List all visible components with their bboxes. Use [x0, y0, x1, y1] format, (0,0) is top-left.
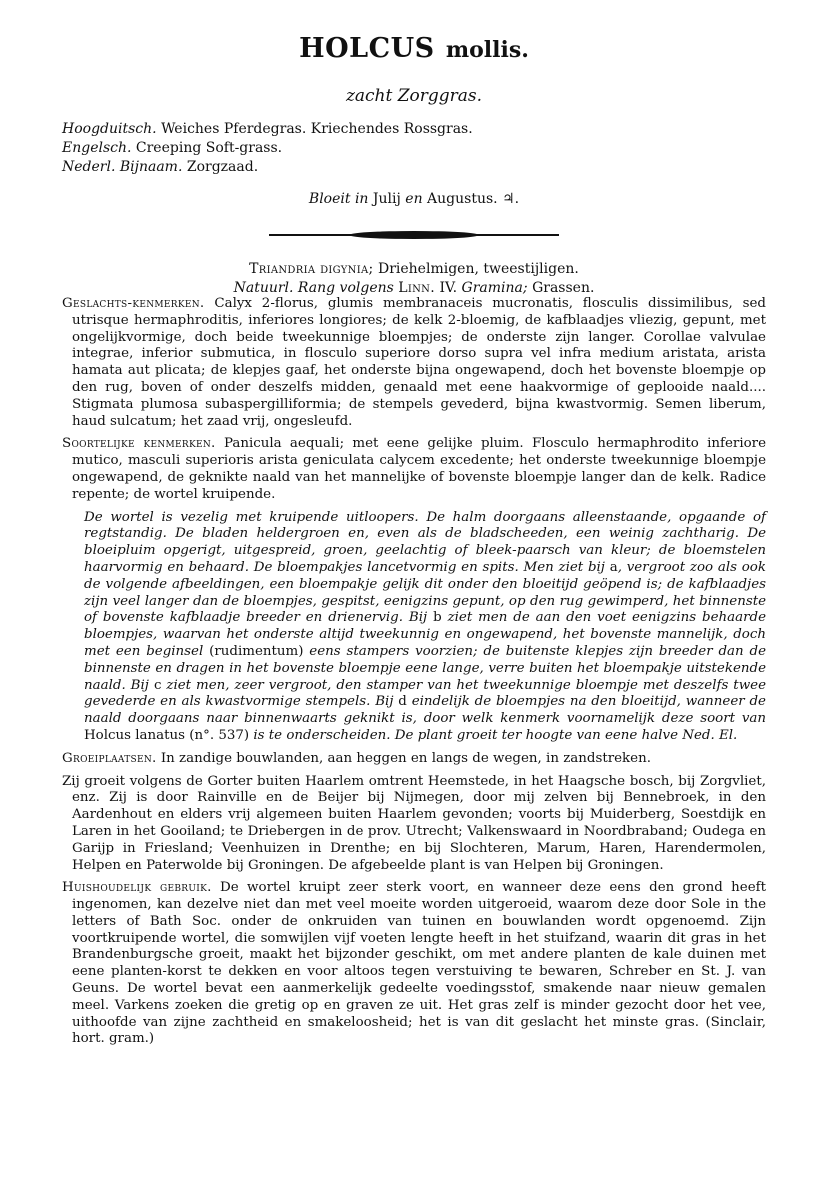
- vernacular-german: [62, 120, 766, 139]
- subtitle: zacht Zorggras.: [345, 86, 483, 106]
- species-characters: [62, 436, 766, 503]
- vernacular-dutch: [62, 158, 766, 177]
- perennial-symbol: ♃.: [502, 191, 520, 207]
- rank-linn: Linn.: [398, 280, 435, 296]
- vernacular-lang: Hoogduitsch.: [62, 121, 157, 137]
- vernacular-names: [62, 120, 766, 177]
- section-label: Huishoudelijk gebruik.: [62, 880, 212, 896]
- desc-text: , vergroot zoo als ook de volgende afbeeldingen, een bloempakje gelijk dit onder den bloeitijd geöpend is; de kafblaadjes zijn veel langer dan de bloempjes, gespitst, eenigzins gepunt, op den rug gewimperd, het binnenste of bovenste kafblaadje breeder en drienervig. Bij: [84, 559, 766, 626]
- class-dutch: Driehelmigen, tweestijligen.: [377, 261, 579, 277]
- desc-text: ziet men de aan den voet eenigzins behaarde bloempjes, waarvan het onderste altijd tweekunnig en ongewapend, het bovenste mannelijk, doch met een beginsel: [84, 610, 767, 659]
- description: [84, 510, 766, 745]
- bloom-and: en: [405, 191, 423, 207]
- vernacular-name: Creeping Soft-grass.: [135, 140, 283, 156]
- desc-text: De wortel is vezelig met kruipende uitloopers. De halm doorgaans alleenstaande, opgaande of regtstandig. De bladen heldergroen en, even als de bladscheeden, een weinig zachtharig. De bloeipluim opgerigt, uitgespreid, groen, geelachtig of bleek-paarsch van kleur; de bloemstelen haarvormig en behaard. De bloempakjes lancetvormig en spits. Men ziet bij: [84, 509, 766, 575]
- page-title: [62, 30, 766, 62]
- figure-ref-b: b: [433, 610, 442, 626]
- vernacular-lang: Nederl. Bijnaam.: [62, 159, 183, 175]
- class-latin: Triandria digynia;: [249, 261, 374, 277]
- section-label: Geslachts-kenmerken.: [62, 296, 205, 311]
- bloom-month-2: Augustus.: [427, 191, 498, 207]
- desc-text: eindelijk de bloempjes na den bloeitijd, wanneer de naald doorgaans naar binnenwaarts geknikt is, door welk kenmerk voornamelijk deze soort van: [84, 694, 766, 727]
- figure-ref-a: a: [609, 559, 618, 575]
- rank-dutch: Grassen.: [532, 280, 595, 296]
- section-text: Panicula aequali; met eene gelijke pluim. Flosculo hermaphrodito inferiore mutico, masculi superioris arista geniculata calycem excedente; het onderste tweekunnige bloempje ongewapend, de geknikte naald van het mannelijke of bovenste bloempje langer dan de kelk. Radice repente; de wortel kruipende.: [72, 436, 766, 502]
- page: [62, 30, 766, 1048]
- title-genus: HOLCUS: [299, 33, 435, 64]
- habitat: [62, 751, 766, 768]
- linnaean-class: [62, 261, 766, 277]
- bloom-period: [62, 191, 766, 207]
- desc-text: ziet men, zeer vergroot, den stamper van het tweekunnige bloempje met deszelfs twee gevederde en als kwastvormige stempels. Bij: [84, 677, 767, 710]
- rank-label: Natuurl. Rang volgens: [233, 280, 394, 296]
- rudimentum: (rudimentum): [209, 643, 304, 659]
- section-label: Soortelijke kenmerken.: [62, 436, 216, 452]
- vernacular-name: Weiches Pferdegras. Kriechendes Rossgras.: [161, 121, 473, 137]
- desc-text: is te onderscheiden. De plant groeit ter hoogte van eene halve Ned. El.: [253, 727, 738, 743]
- vernacular-english: [62, 139, 766, 158]
- localities-text: Zij groeit volgens de Gorter buiten Haarlem omtrent Heemstede, in het Haagsche bosch, bij Zorgvliet, enz. Zij is door Rainville en de Beijer bij Nijmegen, door mij zelven bij Bennebroek, in den Aardenhout en elders vrij algemeen buiten Haarlem gevonden; voorts bij Muiderberg, Soestdijk en Laren in het Gooiland; te Driebergen in de prov. Utrecht; Valkenswaard in Noordbraband; Oudega en Garijp in Friesland; Veenhuizen in Drenthe; en bij Slochteren, Marum, Haren, Harendermolen, Helpen en Paterwolde bij Groningen. De afgebeelde plant is van Helpen bij Groningen.: [62, 773, 766, 873]
- bloom-month-1: Julij: [372, 191, 401, 207]
- desc-text: eens stampers voorzien; de buitenste klepjes zijn breeder dan de binnenste en dragen in het bovenste bloempje eene lange, verre buiten het bloempakje uitstekende naald. Bij: [84, 643, 767, 693]
- figure-ref-d: d: [398, 694, 407, 710]
- section-text: Calyx 2-florus, glumis membranaceis mucronatis, flosculis dissimilibus, sed utrisque hermaphroditis, inferiores longiores; de kelk 2-bloemig, de kafblaadjes vliezig, gepunt, met ongelijkvormige, doch beide tweekunnige bloempjes; de onderste zijn langer. Corollae valvulae integrae, inferior submutica, in flosculo superiore dorso supra vel infra medium aristata, arista hamata aut plicata; de klepjes gaaf, het onderste bijna ongewapend, doch het bovenste bloempje op den rug, boven of onder deszelfs midden, genaald met eene haakvormige of geplooide naald.... Stigmata plumosa subaspergilliformia; de stempels gevederd, bijna kwastvormig. Semen liberum, haud sulcatum; het zaad vrij, ongesleufd.: [72, 296, 766, 429]
- vernacular-name: Zorgzaad.: [186, 159, 259, 175]
- title-species: mollis.: [445, 37, 529, 63]
- bloom-label: Bloeit in: [308, 191, 369, 207]
- localities: [62, 774, 766, 875]
- section-text: De wortel kruipt zeer sterk voort, en wanneer deze eens den grond heeft ingenomen, kan dezelve niet dan met veel moeite worden uitgeroeid, waarom deze door Sole in the letters of Bath Soc. onder de onkruiden van tuinen en bouwlanden wordt opgenoemd. Zijn voortkruipende wortel, die somwijlen vijf voeten lengte heeft in het stuifzand, waarin dit gras in het Brandenburgsche groeit, maakt het bijzonder geschikt, om met andere planten de kale duinen met eene planten-korst te dekken en voor altoos tegen verstuiving te bewaren, Schreber en St. J. van Geuns. De wortel bevat een aanmerkelijk gedeelte voedingsstof, smakende naar nieuw gemalen meel. Varkens zoeken die gretig op en graven ze uit. Het gras zelf is minder gezocht door het vee, uithoofde van zijne zachtheid en smakeloosheid; het is van dit geslacht het minste gras. (Sinclair, hort. gram.): [72, 880, 766, 1047]
- vernacular-lang: Engelsch.: [62, 140, 132, 156]
- economic-use: [62, 880, 766, 1048]
- rank-latin: Gramina;: [461, 280, 528, 296]
- section-label: Groeiplaatsen.: [62, 750, 157, 766]
- natural-rank: [62, 280, 766, 296]
- rank-number: IV.: [439, 280, 458, 296]
- ornamental-divider: [269, 229, 559, 241]
- genus-characters: [62, 296, 766, 430]
- section-text: In zandige bouwlanden, aan heggen en langs de wegen, in zandstreken.: [160, 750, 651, 766]
- holcus-lanatus-ref: Holcus lanatus (n°. 537): [84, 727, 250, 743]
- figure-ref-c: c: [153, 677, 162, 693]
